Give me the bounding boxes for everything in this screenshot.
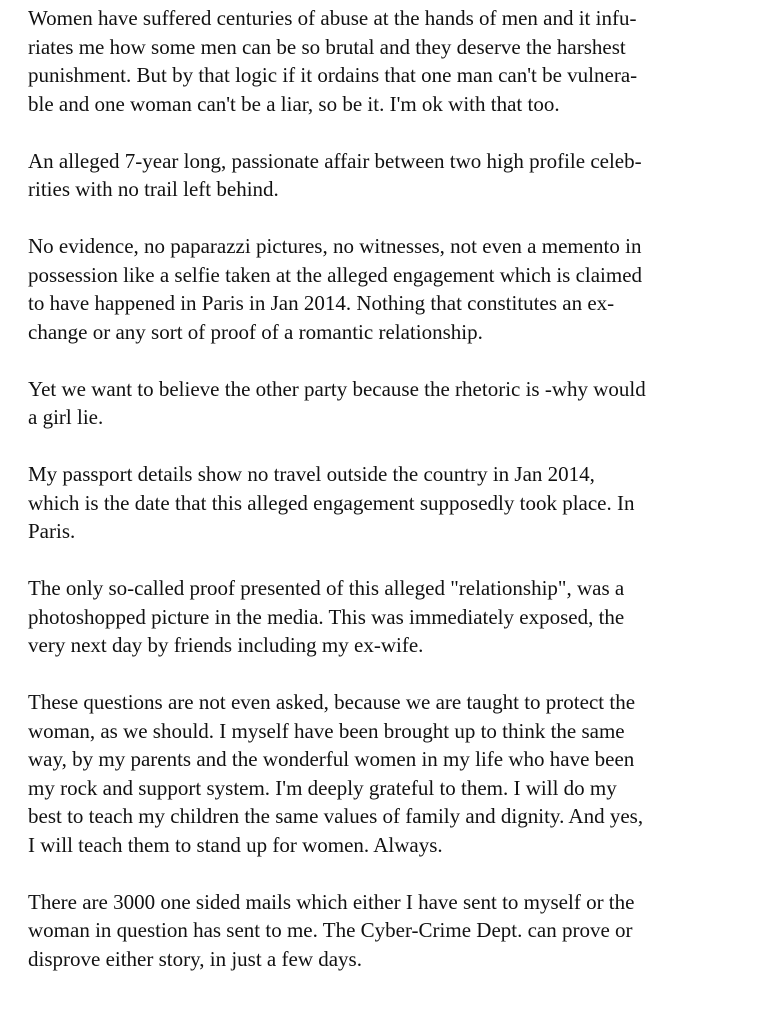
text-line: my rock and support system. I'm deeply grateful to them. I will do my xyxy=(28,775,617,800)
paragraph-5 xyxy=(28,460,774,546)
text-line: ble and one woman can't be a liar, so be it. I'm ok with that too. xyxy=(28,91,560,116)
text-line: a girl lie. xyxy=(28,405,104,429)
text-line: My passport details show no travel outside the country in Jan 2014, xyxy=(28,462,595,486)
paragraph-4 xyxy=(28,375,774,432)
text-line: very next day by friends including my ex-wife. xyxy=(28,633,424,657)
text-line: to have happened in Paris in Jan 2014. Nothing that constitutes an ex- xyxy=(28,291,615,315)
text-line: Paris. xyxy=(28,519,76,543)
paragraph-2 xyxy=(28,147,774,204)
paragraph-3 xyxy=(28,232,774,346)
text-line: woman in question has sent to me. The Cyber-Crime Dept. can prove or xyxy=(28,918,633,942)
text-line: The only so-called proof presented of this alleged "relationship", was a xyxy=(28,576,625,600)
text-line: woman, as we should. I myself have been brought up to think the same xyxy=(28,718,625,743)
text-line: Women have suffered centuries of abuse at the hands of men and it infu- xyxy=(28,6,637,30)
paragraph-7 xyxy=(28,688,774,859)
text-line: disprove either story, in just a few days. xyxy=(28,946,362,971)
text-line: possession like a selfie taken at the alleged engagement which is claimed xyxy=(28,262,643,287)
text-line: There are 3000 one sided mails which either I have sent to myself or the xyxy=(28,889,635,914)
paragraph-8 xyxy=(28,888,774,974)
text-line: change or any sort of proof of a romantic relationship. xyxy=(28,319,483,344)
text-line: These questions are not even asked, because we are taught to protect the xyxy=(28,690,636,714)
text-line: punishment. But by that logic if it ordains that one man can't be vulnera- xyxy=(28,63,638,87)
text-line: best to teach my children the same values of family and dignity. And yes, xyxy=(28,804,644,828)
text-line: way, by my parents and the wonderful women in my life who have been xyxy=(28,747,635,771)
paragraph-6 xyxy=(28,574,774,660)
text-line: rities with no trail left behind. xyxy=(28,177,279,201)
text-line: photoshopped picture in the media. This was immediately exposed, the xyxy=(28,604,625,629)
text-line: which is the date that this alleged engagement supposedly took place. In xyxy=(28,490,635,515)
text-line: An alleged 7-year long, passionate affair between two high profile celeb- xyxy=(28,148,642,173)
text-line: riates me how some men can be so brutal and they deserve the harshest xyxy=(28,34,626,59)
paragraph-1 xyxy=(28,4,774,118)
text-line: Yet we want to believe the other party because the rhetoric is -why would xyxy=(28,376,646,401)
text-line: I will teach them to stand up for women. Always. xyxy=(28,832,443,857)
text-line: No evidence, no paparazzi pictures, no witnesses, not even a memento in xyxy=(28,234,642,258)
